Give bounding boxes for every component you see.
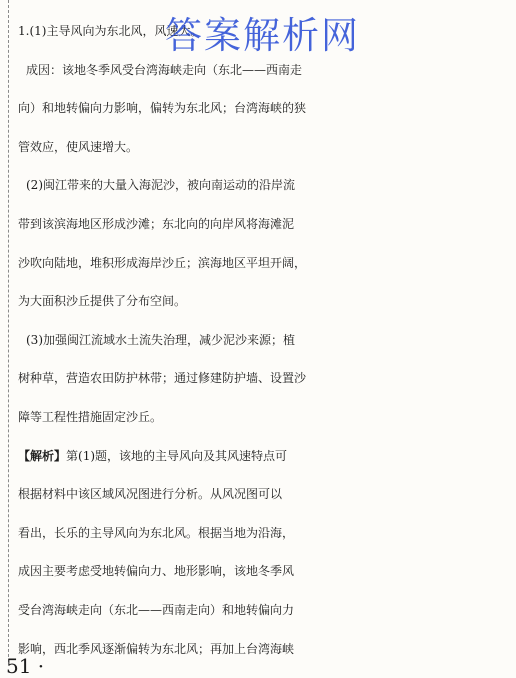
binding-dashed-line — [8, 0, 9, 662]
analysis-line-6: 影响，西北季风逐渐偏转为东北风；再加上台湾海峡 — [18, 641, 295, 656]
q3-line-3: 障等工程性措施固定沙丘。 — [18, 409, 163, 424]
q1-cause-line-3: 管效应，使风速增大。 — [18, 139, 139, 154]
analysis-tag: 【解析】 — [18, 448, 67, 463]
analysis-line-3: 看出，长乐的主导风向为东北风。根据当地为沿海， — [18, 525, 295, 540]
q2-line-3: 沙吹向陆地，堆积形成海岸沙丘；滨海地区平坦开阔， — [18, 255, 307, 270]
q2-line-4: 为大面积沙丘提供了分布空间。 — [18, 294, 187, 309]
analysis-line-4: 成因主要考虑受地转偏向力、地形影响，该地冬季风 — [18, 564, 295, 579]
q3-line-2: 树种草，营造农田防护林带；通过修建防护墙、设置沙 — [18, 371, 307, 386]
q2-line-1: (2)闽江带来的大量入海泥沙，被向南运动的沿岸流 — [26, 178, 295, 193]
page-number: 51 · — [6, 654, 45, 678]
analysis-first-line-text: 第(1)题，该地的主导风向及其风速特点可 — [66, 448, 288, 463]
q3-line-1: (3)加强闽江流域水土流失治理，减少泥沙来源；植 — [26, 332, 295, 347]
watermark: 答案解析网 — [165, 14, 360, 57]
q1-cause-line-1: 成因：该地冬季风受台湾海峡走向（东北——西南走 — [26, 62, 303, 77]
answer-text — [18, 12, 508, 668]
analysis-line-5: 受台湾海峡走向（东北——西南走向）和地转偏向力 — [18, 602, 295, 617]
q1-heading: 1.(1)主导风向为东北风，风速大。 — [18, 24, 203, 38]
q1-cause-line-2: 向）和地转偏向力影响，偏转为东北风；台湾海峡的狭 — [18, 101, 307, 116]
q2-line-2: 带到该滨海地区形成沙滩；东北向的向岸风将海滩泥 — [18, 216, 295, 231]
analysis-first-line — [18, 437, 508, 476]
analysis-line-2: 根据材料中该区域风况图进行分析。从风况图可以 — [18, 487, 283, 502]
